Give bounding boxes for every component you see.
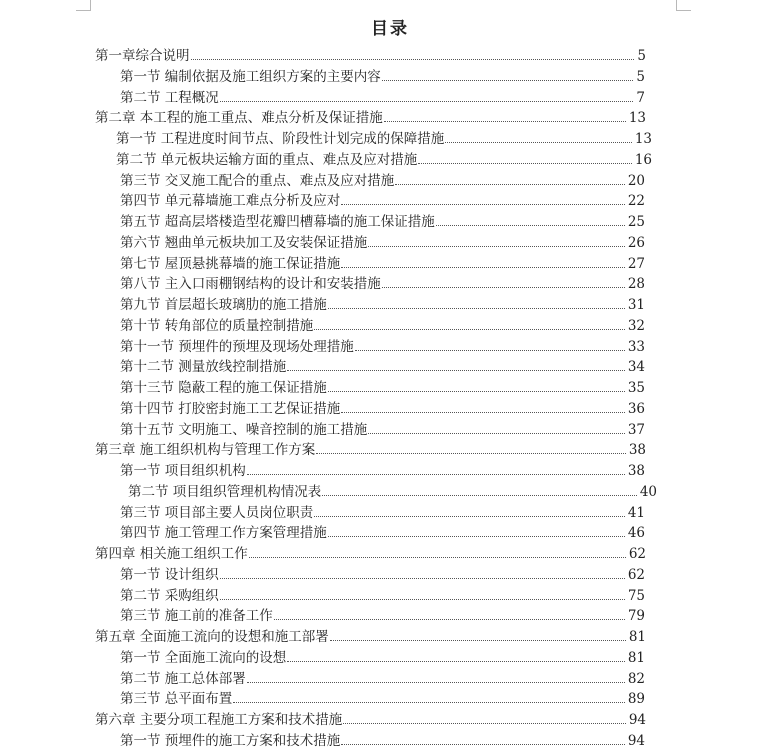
margin-corner-top-right: [676, 0, 691, 11]
margin-corner-top-left: [76, 0, 91, 11]
toc-entry-title: 第十三节 隐蔽工程的施工保证措施: [120, 380, 327, 396]
toc-leader-dots: [314, 315, 625, 330]
toc-page-number: 75: [627, 587, 645, 604]
toc-entry-title: 第五节 超高层塔楼造型花瓣凹槽幕墙的施工保证措施: [120, 214, 435, 230]
toc-leader-dots: [382, 66, 634, 81]
toc-page-number: 94: [627, 732, 645, 749]
toc-section-entry[interactable]: [120, 398, 645, 418]
toc-entry-title: 第十四节 打胶密封施工工艺保证措施: [120, 400, 341, 417]
toc-section-entry[interactable]: [120, 273, 645, 293]
toc-entry-title: 第三节 交叉施工配合的重点、难点及应对措施: [120, 172, 395, 189]
toc-leader-dots: [395, 170, 625, 185]
toc-section-entry[interactable]: [120, 522, 645, 542]
toc-entry-title: 第二节 施工总体部署: [120, 670, 246, 687]
toc-section-entry[interactable]: [120, 647, 645, 667]
toc-page-number: 38: [628, 442, 646, 459]
toc-leader-dots: [341, 730, 625, 745]
toc-leader-dots: [328, 294, 625, 309]
toc-leader-dots: [220, 87, 634, 102]
toc-leader-dots: [322, 481, 637, 496]
toc-chapter-entry[interactable]: [95, 709, 646, 729]
toc-entry-title: 第五章 全面施工流向的设想和施工部署: [95, 629, 329, 645]
toc-section-entry[interactable]: [120, 336, 645, 356]
toc-page-number: 94: [628, 712, 646, 728]
toc-leader-dots: [341, 398, 625, 413]
toc-section-entry[interactable]: [120, 232, 645, 252]
toc-section-entry[interactable]: [120, 460, 645, 480]
toc-entry-title: 第三节 总平面布置: [120, 691, 233, 708]
toc-entry-title: 第十一节 预埋件的预埋及现场处理措施: [120, 338, 354, 355]
toc-leader-dots: [384, 107, 626, 122]
toc-page-number: 89: [627, 691, 645, 708]
toc-section-entry[interactable]: [120, 315, 645, 335]
toc-section-entry[interactable]: [116, 149, 652, 169]
toc-entry-title: 第一节 设计组织: [120, 566, 219, 583]
toc-page-number: 34: [627, 359, 645, 376]
toc-section-entry[interactable]: [120, 170, 645, 190]
toc-section-entry[interactable]: [116, 128, 652, 148]
toc-page-number: 31: [627, 297, 645, 313]
toc-page-number: 81: [628, 629, 646, 645]
toc-leader-dots: [249, 543, 626, 558]
toc-entry-title: 第一节 编制依据及施工组织方案的主要内容: [120, 68, 381, 85]
toc-section-entry[interactable]: [120, 585, 645, 605]
toc-section-entry[interactable]: [120, 688, 645, 708]
toc-leader-dots: [191, 45, 635, 60]
toc-page-number: 62: [627, 566, 645, 583]
toc-entry-title: 第六章 主要分项工程施工方案和技术措施: [95, 712, 343, 728]
toc-leader-dots: [330, 626, 626, 641]
toc-chapter-entry[interactable]: [95, 626, 646, 646]
toc-entry-title: 第四节 施工管理工作方案管理措施: [120, 525, 327, 542]
toc-page-number: 13: [628, 110, 646, 127]
toc-page-number: 62: [628, 546, 646, 562]
toc-entry-title: 第二节 工程概况: [120, 89, 219, 106]
toc-leader-dots: [233, 688, 625, 703]
toc-leader-dots: [343, 709, 626, 724]
toc-page-number: 32: [627, 317, 645, 334]
toc-section-entry[interactable]: [120, 87, 645, 107]
toc-page-number: 41: [627, 504, 645, 521]
toc-section-entry[interactable]: [120, 730, 645, 750]
toc-page-number: 38: [627, 463, 645, 479]
toc-leader-dots: [316, 439, 626, 454]
toc-chapter-entry[interactable]: [95, 439, 646, 459]
toc-page-number: 37: [627, 421, 645, 438]
toc-page-number: 35: [627, 380, 645, 396]
toc-leader-dots: [436, 211, 625, 226]
toc-leader-dots: [341, 190, 625, 205]
toc-page-number: 5: [637, 48, 646, 64]
toc-section-entry[interactable]: [120, 294, 645, 314]
toc-leader-dots: [355, 336, 625, 351]
toc-section-entry[interactable]: [120, 377, 645, 397]
toc-section-entry[interactable]: [120, 356, 645, 376]
toc-entry-title: 第二章 本工程的施工重点、难点分析及保证措施: [95, 110, 383, 127]
toc-leader-dots: [220, 564, 625, 579]
toc-section-entry[interactable]: [120, 66, 645, 86]
toc-entry-title: 第三节 项目部主要人员岗位职责: [120, 504, 314, 521]
toc-section-entry[interactable]: [120, 502, 645, 522]
toc-leader-dots: [328, 377, 625, 392]
toc-leader-dots: [382, 273, 625, 288]
toc-section-entry[interactable]: [120, 253, 645, 273]
toc-entry-title: 第四章 相关施工组织工作: [95, 546, 248, 562]
toc-page-number: 25: [627, 214, 645, 230]
toc-leader-dots: [247, 668, 625, 683]
toc-entry-title: 第十二节 测量放线控制措施: [120, 359, 287, 376]
toc-entry-title: 第四节 单元幕墙施工难点分析及应对: [120, 193, 341, 210]
toc-entry-title: 第一节 项目组织机构: [120, 463, 246, 479]
toc-entry-title: 第十节 转角部位的质量控制措施: [120, 317, 314, 334]
toc-entry-title: 第二节 采购组织: [120, 587, 219, 604]
toc-section-entry[interactable]: [120, 564, 645, 584]
toc-page-number: 40: [639, 483, 657, 500]
toc-entry-title: 第一节 全面施工流向的设想: [120, 649, 287, 666]
toc-leader-dots: [287, 356, 625, 371]
toc-leader-dots: [220, 585, 625, 600]
toc-page-number: 16: [634, 151, 652, 168]
toc-page-number: 22: [627, 193, 645, 210]
toc-entry-title: 第三节 施工前的准备工作: [120, 608, 273, 625]
toc-entry-title: 第九节 首层超长玻璃肋的施工措施: [120, 297, 327, 313]
toc-leader-dots: [274, 605, 625, 620]
toc-page-number: 20: [627, 172, 645, 189]
toc-leader-dots: [445, 128, 632, 143]
toc-page-number: 36: [627, 400, 645, 417]
toc-leader-dots: [368, 419, 625, 434]
page-title: 目录: [371, 19, 409, 39]
toc-page-number: 13: [634, 131, 652, 147]
toc-chapter-entry[interactable]: [95, 543, 646, 563]
toc-page-number: 7: [636, 89, 645, 106]
toc-page-number: 33: [627, 338, 645, 355]
toc-entry-title: 第二节 项目组织管理机构情况表: [128, 483, 322, 500]
toc-leader-dots: [314, 502, 625, 517]
toc-section-entry[interactable]: [120, 190, 645, 210]
toc-section-entry[interactable]: [120, 668, 645, 688]
toc-section-entry[interactable]: [120, 419, 645, 439]
toc-entry-title: 第一节 预埋件的施工方案和技术措施: [120, 732, 341, 749]
toc-page-number: 5: [636, 68, 645, 85]
toc-entry-title: 第二节 单元板块运输方面的重点、难点及应对措施: [116, 151, 418, 168]
toc-leader-dots: [418, 149, 632, 164]
toc-leader-dots: [247, 460, 625, 475]
toc-leader-dots: [328, 522, 625, 537]
toc-page-number: 28: [627, 276, 645, 293]
toc-page-number: 26: [627, 234, 645, 251]
toc-leader-dots: [287, 647, 625, 662]
toc-page-number: 27: [627, 255, 645, 272]
toc-entry-title: 第一节 工程进度时间节点、阶段性计划完成的保障措施: [116, 131, 445, 147]
toc-leader-dots: [341, 253, 625, 268]
toc-page-number: 79: [627, 608, 645, 625]
toc-entry-title: 第八节 主入口雨棚钢结构的设计和安装措施: [120, 276, 381, 293]
toc-entry-title: 第六节 翘曲单元板块加工及安装保证措施: [120, 234, 368, 251]
toc-chapter-entry[interactable]: [95, 45, 646, 65]
toc-section-entry[interactable]: [128, 481, 657, 501]
toc-entry-title: 第七节 屋顶悬挑幕墙的施工保证措施: [120, 255, 341, 272]
toc-section-entry[interactable]: [120, 605, 645, 625]
toc-page-number: 81: [627, 649, 645, 666]
toc-entry-title: 第十五节 文明施工、噪音控制的施工措施: [120, 421, 368, 438]
toc-chapter-entry[interactable]: [95, 107, 646, 127]
toc-leader-dots: [368, 232, 625, 247]
toc-entry-title: 第一章综合说明: [95, 48, 190, 64]
toc-page-number: 46: [627, 525, 645, 542]
toc-section-entry[interactable]: [120, 211, 645, 231]
toc-page-number: 82: [627, 670, 645, 687]
toc-entry-title: 第三章 施工组织机构与管理工作方案: [95, 442, 316, 459]
